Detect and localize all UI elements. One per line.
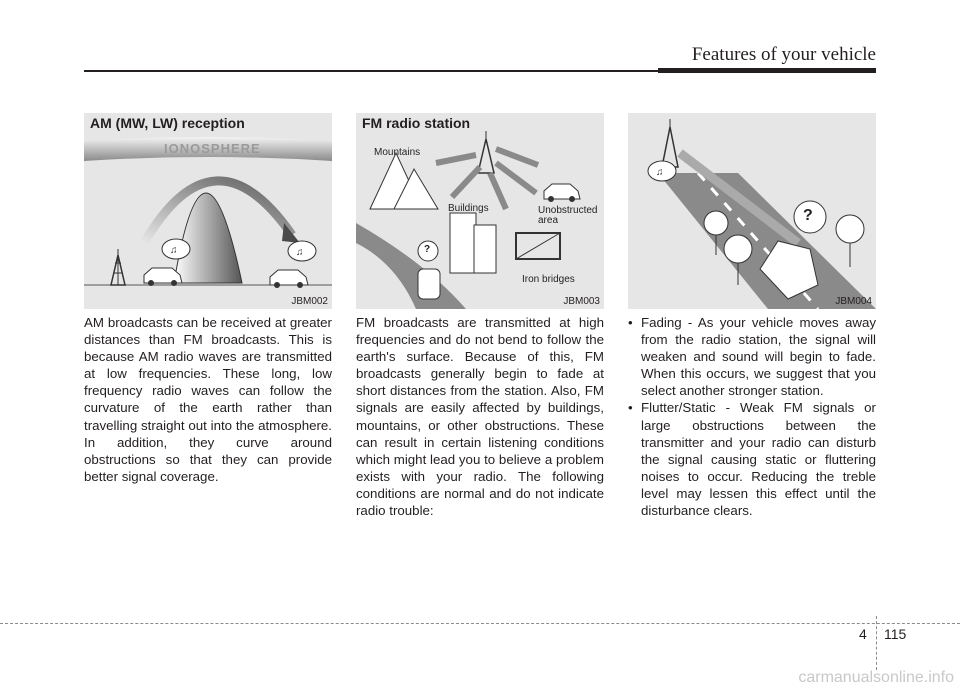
figure-code: JBM004 — [835, 296, 872, 307]
header-rule-accent — [658, 68, 876, 73]
fm-tower-icon — [478, 131, 494, 173]
chapter-number: 4 — [859, 626, 867, 642]
tree-icon — [836, 215, 864, 267]
buildings-icon — [450, 213, 496, 273]
buildings-label: Buildings — [448, 203, 489, 214]
am-broadcast-paragraph: AM broadcasts can be received at greater distances than FM broadcasts. This is because AM radio waves are transmitted at low frequencies. These long, low frequency radio waves can follow the curvature of the earth rather than travelling straight out into the atmosphere. In addition, they curve around obstructions so that they can provide better signal coverage. — [84, 315, 332, 484]
car-icon — [270, 270, 308, 288]
flutter-static-description: Flutter/Static - Weak FM signals or large obstructions between the transmitter and your radio can disturb the signal causing static or fluttering noises to occur. Reducing the treble level may lessen this effect until the disturbance clears. — [641, 400, 876, 519]
earth-curve-hill — [174, 193, 242, 283]
page-number: 115 — [884, 626, 907, 642]
question-mark: ? — [803, 207, 813, 224]
fm-station-figure — [356, 113, 604, 309]
watermark: carmanualsonline.info — [798, 669, 954, 686]
music-note-bubble-icon — [648, 161, 676, 181]
fading-illustration — [628, 113, 876, 309]
unobstructed-label: Unobstructed — [538, 205, 598, 216]
list-item — [628, 399, 876, 519]
list-item — [628, 314, 876, 399]
music-note-bubble-icon — [162, 239, 190, 259]
footer-rule — [0, 623, 960, 624]
bullet-marker: • — [628, 315, 633, 330]
am-reception-figure — [84, 113, 332, 309]
radio-tower-icon — [111, 249, 125, 285]
section-title: Features of your vehicle — [691, 44, 876, 65]
music-note-bubble-icon — [288, 241, 316, 261]
car-icon — [418, 269, 440, 299]
mountains-label: Mountains — [374, 147, 421, 158]
fading-description: Fading - As your vehicle moves away from the radio station, the signal will weaken and sound will begin to fade. When this occurs, we suggest that you select another stronger station. — [641, 315, 876, 399]
bullet-marker: • — [628, 400, 633, 416]
signal-arrows — [436, 149, 538, 209]
iron-bridge-icon — [516, 233, 560, 259]
fm-figure-title: FM radio station — [362, 115, 471, 131]
area-label: area — [538, 215, 559, 226]
question-mark: ? — [424, 244, 431, 255]
am-figure-title: AM (MW, LW) reception — [90, 115, 245, 131]
ionosphere-label: IONOSPHERE — [164, 141, 261, 156]
iron-bridges-label: Iron bridges — [522, 274, 575, 285]
car-icon — [544, 184, 580, 202]
fm-broadcast-paragraph: FM broadcasts are transmitted at high frequencies and do not bend to follow the earth's surface. Because of this, FM broadcasts generally begin to fade at short distances from the station. Also, FM signals are easily affected by buildings, mountains, or other obstructions. These can result in certain listening conditions which might lead you to believe a problem exists with your radio. The following conditions are normal and do not indicate radio trouble: — [356, 315, 604, 519]
footer-divider — [876, 616, 877, 670]
figure-code: JBM002 — [291, 296, 328, 307]
svg-text:♫: ♫ — [656, 167, 664, 178]
fm-tower-icon — [662, 119, 678, 167]
conditions-list — [628, 314, 876, 519]
svg-text:♫: ♫ — [296, 247, 304, 258]
figure-code: JBM003 — [563, 296, 600, 307]
fading-figure — [628, 113, 876, 309]
svg-text:♫: ♫ — [170, 245, 178, 256]
